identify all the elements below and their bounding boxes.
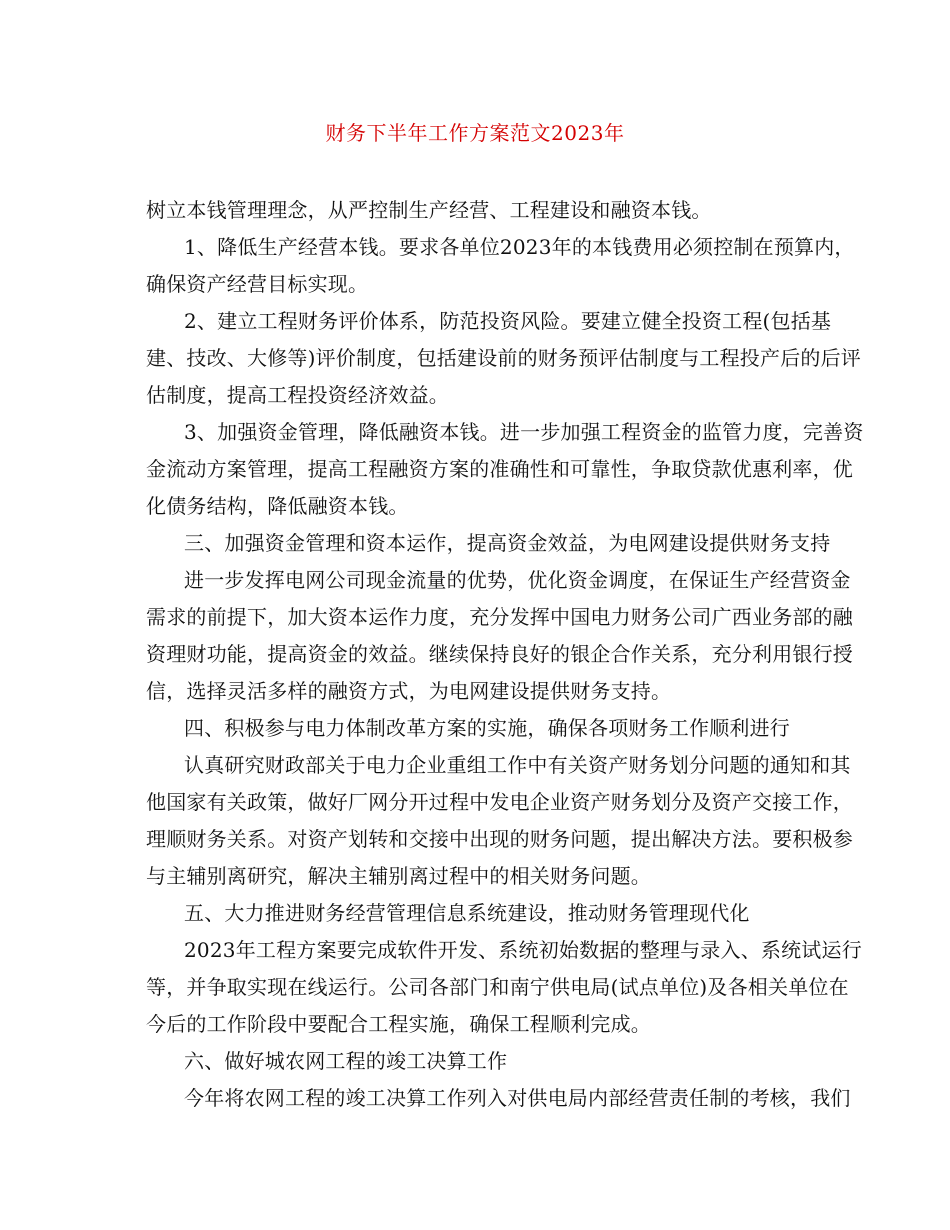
text-line: 与主辅别离研究，解决主辅别离过程中的相关财务问题。	[146, 864, 651, 888]
section-heading: 三、加强资金管理和资本运作，提高资金效益，为电网建设提供财务支持	[184, 531, 831, 555]
text-line: 今年将农网工程的竣工决算工作列入对供电局内部经营责任制的考核，我们	[184, 1086, 851, 1110]
text-line: 树立本钱管理理念，从严控制生产经营、工程建设和融资本钱。	[146, 198, 712, 222]
section-heading: 四、积极参与电力体制改革方案的实施，确保各项财务工作顺利进行	[184, 716, 790, 740]
text-line: 认真研究财政部关于电力企业重组工作中有关资产财务划分问题的通知和其	[184, 753, 851, 777]
text-line: 2、建立工程财务评价体系，防范投资风险。要建立健全投资工程(包括基	[184, 309, 832, 333]
text-line: 建、技改、大修等)评价制度，包括建设前的财务预评估制度与工程投产后的后评	[146, 346, 862, 370]
text-line: 3、加强资金管理，降低融资本钱。进一步加强工程资金的监管力度，完善资	[184, 420, 864, 444]
document-body	[146, 192, 864, 1117]
section-heading: 六、做好城农网工程的竣工决算工作	[184, 1049, 508, 1073]
text-line: 他国家有关政策，做好厂网分开过程中发电企业资产财务划分及资产交接工作，	[146, 790, 853, 814]
text-line: 理顺财务关系。对资产划转和交接中出现的财务问题，提出解决方法。要积极参	[146, 827, 853, 851]
text-line: 进一步发挥电网公司现金流量的优势，优化资金调度，在保证生产经营资金	[184, 568, 851, 592]
text-line: 资理财功能，提高资金的效益。继续保持良好的银企合作关系，充分利用银行授	[146, 642, 853, 666]
document-title: 财务下半年工作方案范文2023年	[325, 121, 625, 145]
text-line: 今后的工作阶段中要配合工程实施，确保工程顺利完成。	[146, 1012, 651, 1036]
text-line: 1、降低生产经营本钱。要求各单位2023年的本钱费用必须控制在预算内，	[184, 235, 855, 259]
text-line: 金流动方案管理，提高工程融资方案的准确性和可靠性，争取贷款优惠利率，优	[146, 457, 853, 481]
text-line: 估制度，提高工程投资经济效益。	[146, 383, 449, 407]
text-line: 信，选择灵活多样的融资方式，为电网建设提供财务支持。	[146, 679, 672, 703]
text-line: 确保资产经营目标实现。	[146, 272, 369, 296]
text-line: 化债务结构，降低融资本钱。	[146, 494, 409, 518]
text-line: 2023年工程方案要完成软件开发、系统初始数据的整理与录入、系统试运行	[184, 938, 862, 962]
text-line: 需求的前提下，加大资本运作力度，充分发挥中国电力财务公司广西业务部的融	[146, 605, 853, 629]
text-line: 等，并争取实现在线运行。公司各部门和南宁供电局(试点单位)及各相关单位在	[146, 975, 849, 999]
section-heading: 五、大力推进财务经营管理信息系统建设，推动财务管理现代化	[184, 901, 750, 925]
